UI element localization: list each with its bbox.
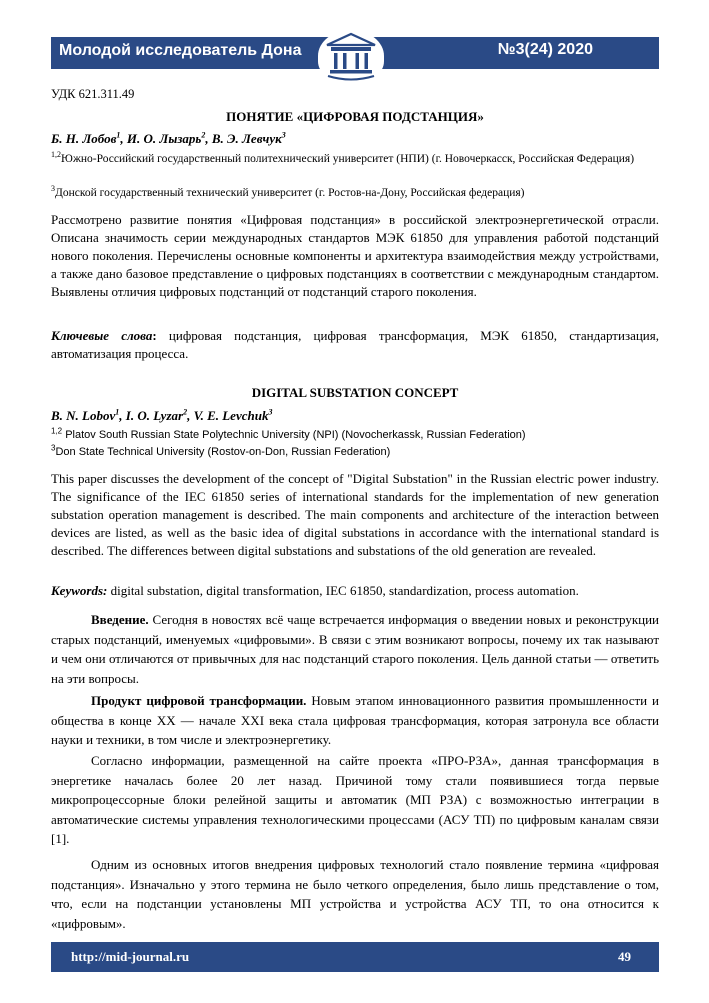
ru-abstract: Рассмотрено развитие понятия «Цифровая подстанция» в российской электроэнергетической отрасли. Описана значимость серии международных стандартов МЭК 61850 для управления работой подстанций нового поколения. Перечислены основные компоненты и архитектура взаимодействия между устройствами, а также дано базовое представление о цифровых подстанциях в соответствии с международным стандартом. Выявлены отличия цифровых подстанций от подстанций старого поколения. (51, 212, 659, 299)
en-authors: B. N. Lobov$^1$, I. O. Lyzar$^2$, V. E. Levchuk$^3$ (51, 407, 273, 423)
en-author-1: B. N. Lobov (51, 408, 116, 423)
ru-author-2: И. О. Лызарь (126, 131, 202, 146)
ru-title: ПОНЯТИЕ «ЦИФРОВАЯ ПОДСТАНЦИЯ» (226, 109, 484, 124)
ru-affiliation-2: $^3$Донской государственный технический университет (г. Ростов-на-Дону, Российская федерация) (51, 184, 525, 199)
university-emblem-icon (318, 30, 384, 82)
ru-keywords-label: Ключевые слова (51, 328, 153, 343)
ru-keywords-text: цифровая подстанция, цифровая трансформация, МЭК 61850, стандартизация, автоматизация процесса. (51, 328, 659, 361)
ru-authors: Б. Н. Лобов$^1$, И. О. Лызарь$^2$, В. Э. Левчук$^3$ (51, 130, 286, 146)
journal-url-link[interactable]: http://mid-journal.ru (71, 949, 190, 964)
page-footer-bar (51, 942, 659, 972)
ru-author-1: Б. Н. Лобов (51, 131, 117, 146)
ru-keywords: Ключевые слова: цифровая подстанция, цифровая трансформация, МЭК 61850, стандартизация, автоматизация процесса. (51, 328, 659, 361)
en-author-2: I. O. Lyzar (125, 408, 184, 423)
paragraph-pro-rza: Согласно информации, размещенной на сайте проекта «ПРО-РЗА», данная трансформация в энергетике началась более 20 лет назад. Причиной тому стали появившиеся тогда первые микропроцессорные блоки релейной защиты и автоматик (МП РЗА) с возможностью интеграции в автоматические системы управления технологическими процессами (АСУ ТП) по цифровым каналам связи [1]. (51, 753, 659, 846)
paragraph-digital-transformation: Продукт цифровой трансформации. Новым этапом инновационного развития промышленности и общества в конце XX — начале XXI века стала цифровая трансформация, которая затронула все области науки и техники, в том числе и электроэнергетику. (51, 693, 659, 747)
en-abstract: This paper discusses the development of the concept of "Digital Substation" in the Russian electric power industry. The significance of the IEC 61850 series of international standards for the implementation of new generation substation operation management is described. The main components and architecture of the interaction between devices are listed, as well as the basic idea of digital substations in accordance with the international standard is described. The differences between digital substations and substations of the old generation are revealed. (51, 471, 659, 558)
en-author-3: V. E. Levchuk (193, 408, 269, 423)
ru-author-3: В. Э. Левчук (211, 131, 282, 146)
udc-code: УДК 621.311.49 (51, 87, 135, 101)
en-keywords (51, 582, 659, 600)
en-keywords-text: digital substation, digital transformation, IEC 61850, standardization, process automation. (110, 583, 579, 598)
en-title: DIGITAL SUBSTATION CONCEPT (251, 385, 459, 400)
paragraph-digital-substation-term: Одним из основных итогов внедрения цифровых технологий стало появление термина «цифровая подстанция». Изначально у этого термина не было четкого определения, было лишь представление о том, что, если на подстанции установлены МП устройства и устройства АСУ ТП, то она относится к «цифровым». (51, 857, 659, 931)
page-number: 49 (618, 949, 631, 964)
introduction-heading: Введение. (91, 612, 149, 627)
paragraph-introduction: Введение. Сегодня в новостях всё чаще встречается информация о введении новых и реконструкции старых подстанций, именуемых «цифровыми». В связи с этим возникают вопросы, почему их так называют и чем они отличаются от привычных для нас подстанций старого поколения. Цель данной статьи — ответить на эти вопросы. (51, 612, 660, 686)
en-keywords-label: Keywords: (51, 583, 108, 598)
en-affiliation-1: $^{1,2}$ Platov South Russian State Polytechnic University (NPI) (Novocherkassk, Russian Federation) (51, 426, 526, 441)
journal-title: Молодой исследователь Дона (59, 42, 302, 59)
ru-affiliation-1: $^{1,2}$Южно-Российский государственный политехнический университет (НПИ) (г. Новочеркасск, Российская Федерация) (51, 150, 635, 165)
digital-transformation-heading: Продукт цифровой трансформации. (91, 693, 307, 708)
en-affiliation-2: $^3$Don State Technical University (Rostov-on-Don, Russian Federation) (51, 443, 391, 458)
issue-number: №3(24) 2020 (497, 41, 593, 58)
